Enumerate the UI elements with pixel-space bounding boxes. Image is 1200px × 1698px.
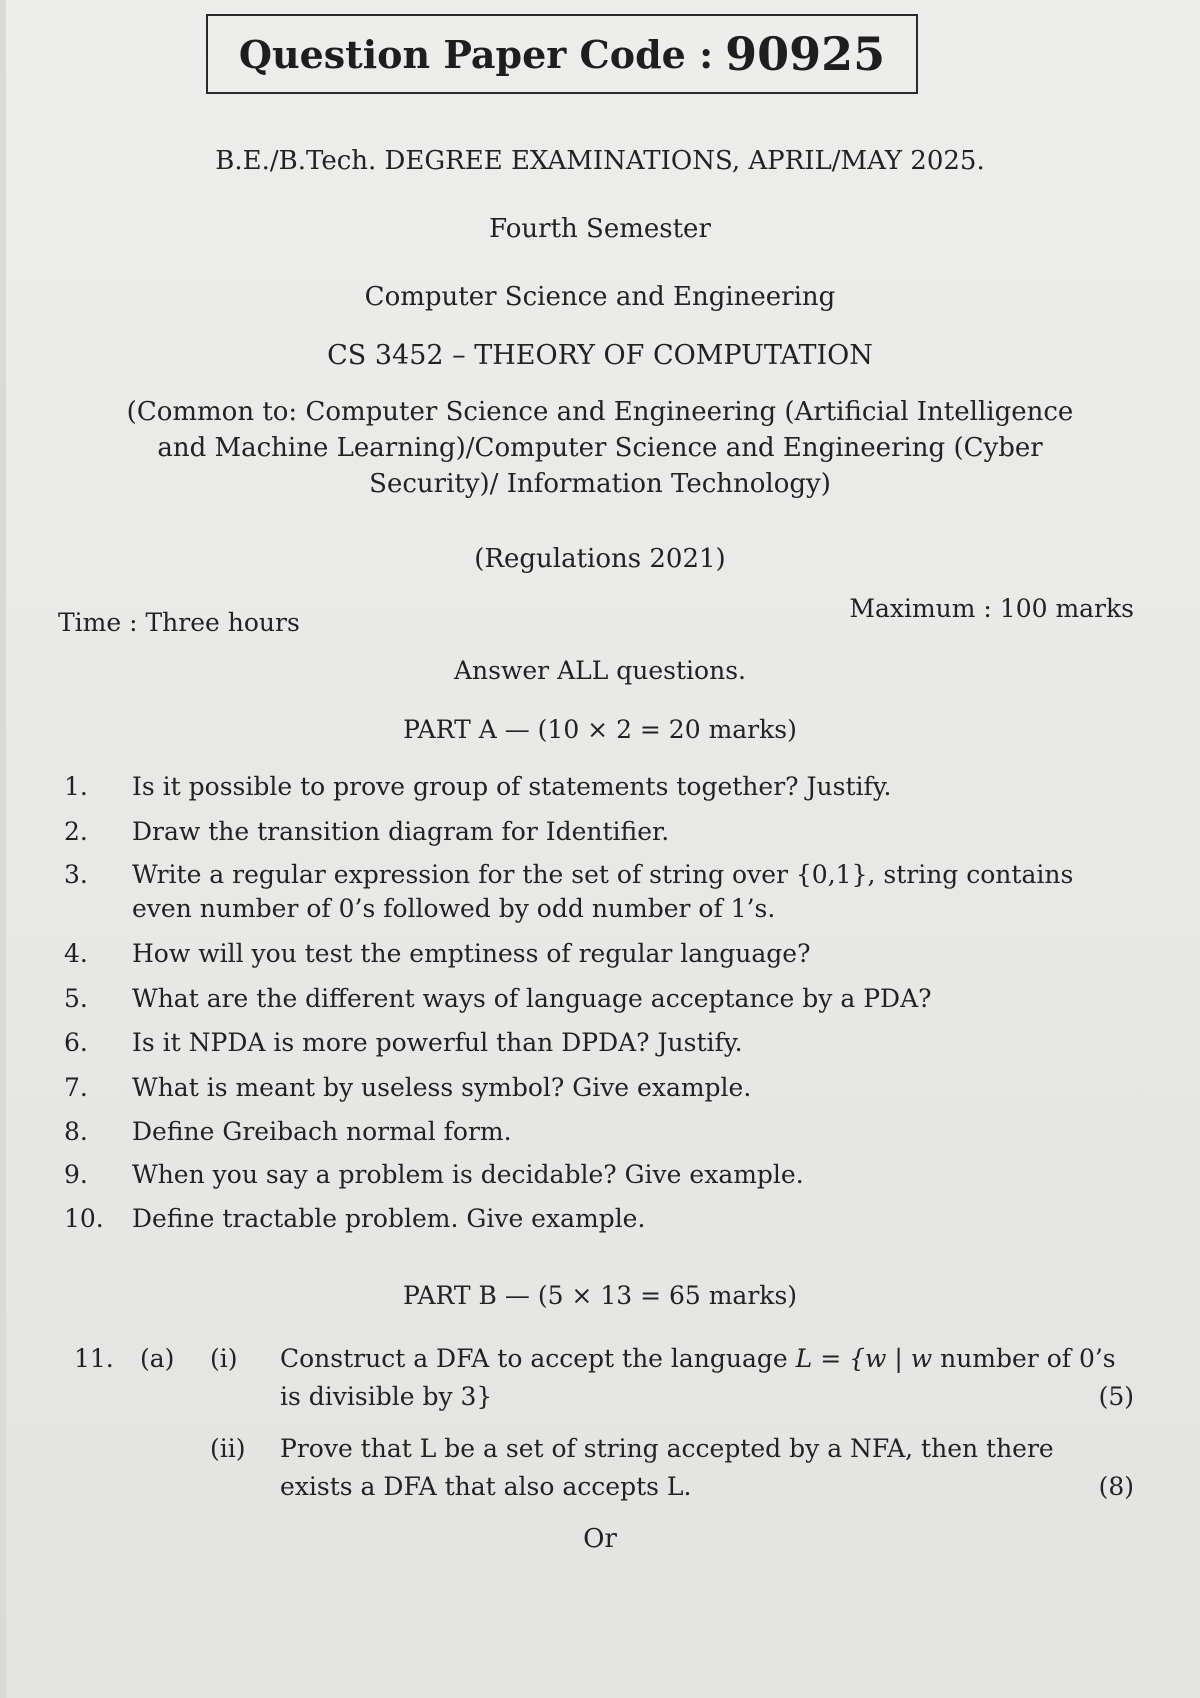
language-definition: L = {w | w xyxy=(795,1344,933,1373)
subpart-label: (ii) xyxy=(210,1434,246,1463)
question-number: 4. xyxy=(64,939,88,968)
subpart-label: (i) xyxy=(210,1344,238,1373)
question-number: 8. xyxy=(64,1117,88,1146)
question-10 xyxy=(64,1202,1134,1236)
course-title: CS 3452 – THEORY OF COMPUTATION xyxy=(327,340,873,371)
department: Computer Science and Engineering xyxy=(364,282,836,312)
question-number: 11. xyxy=(74,1344,114,1373)
code-number: 90925 xyxy=(725,27,886,81)
question-number: 3. xyxy=(64,860,88,889)
question-11a-ii xyxy=(74,1430,1134,1506)
question-text: What are the different ways of language acceptance by a PDA? xyxy=(132,984,932,1013)
question-text: When you say a problem is decidable? Give example. xyxy=(132,1160,804,1189)
common-to: (Common to: Computer Science and Engineering (Artificial Intelligence and Machine Learning)/Computer Science and Engineering (Cyber Security)/ Information Technology) xyxy=(126,397,1074,499)
semester: Fourth Semester xyxy=(489,214,711,244)
question-3 xyxy=(64,858,1134,926)
question-11a-i xyxy=(74,1340,1134,1416)
question-number: 9. xyxy=(64,1160,88,1189)
or-separator: Or xyxy=(583,1524,617,1554)
question-text: Draw the transition diagram for Identifier. xyxy=(132,817,670,846)
question-text: Define tractable problem. Give example. xyxy=(132,1204,646,1233)
question-number: 1. xyxy=(64,772,88,801)
question-1 xyxy=(64,770,1134,804)
code-label: Question Paper Code : xyxy=(238,31,714,77)
question-5 xyxy=(64,982,1134,1016)
question-number: 6. xyxy=(64,1028,88,1057)
question-4 xyxy=(64,937,1134,971)
question-number: 2. xyxy=(64,817,88,846)
question-number: 7. xyxy=(64,1073,88,1102)
question-text: Define Greibach normal form. xyxy=(132,1117,512,1146)
question-6 xyxy=(64,1026,1134,1060)
regulations: (Regulations 2021) xyxy=(474,544,726,574)
question-8 xyxy=(64,1115,1134,1149)
time-allowed: Time : Three hours xyxy=(58,608,300,637)
question-2 xyxy=(64,815,1134,849)
question-number: 10. xyxy=(64,1204,104,1233)
question-text: Construct a DFA to accept the language L = {w | w number of 0’s is divisible by 3} (5) xyxy=(280,1340,1134,1416)
marks: (5) xyxy=(1098,1382,1134,1411)
question-9 xyxy=(64,1158,1134,1192)
question-text: Prove that L be a set of string accepted by a NFA, then there exists a DFA that also accepts L. (8) xyxy=(280,1430,1134,1506)
question-7 xyxy=(64,1071,1134,1105)
marks: (8) xyxy=(1098,1472,1134,1501)
question-text: How will you test the emptiness of regular language? xyxy=(132,939,811,968)
question-number: 5. xyxy=(64,984,88,1013)
question-text: Write a regular expression for the set of string over {0,1}, string contains even number of 0’s followed by odd number of 1’s. xyxy=(132,860,1074,923)
exam-title: B.E./B.Tech. DEGREE EXAMINATIONS, APRIL/MAY 2025. xyxy=(215,146,985,176)
instruction: Answer ALL questions. xyxy=(454,656,746,685)
question-text: Is it possible to prove group of statements together? Justify. xyxy=(132,772,892,801)
question-text: What is meant by useless symbol? Give example. xyxy=(132,1073,752,1102)
question-paper-code-box xyxy=(206,14,918,94)
question-part-label: (a) xyxy=(140,1344,175,1373)
part-b-heading: PART B — (5 × 13 = 65 marks) xyxy=(402,1281,798,1310)
question-text: Is it NPDA is more powerful than DPDA? Justify. xyxy=(132,1028,743,1057)
maximum-marks: Maximum : 100 marks xyxy=(849,594,1134,623)
part-a-heading: PART A — (10 × 2 = 20 marks) xyxy=(403,715,797,744)
